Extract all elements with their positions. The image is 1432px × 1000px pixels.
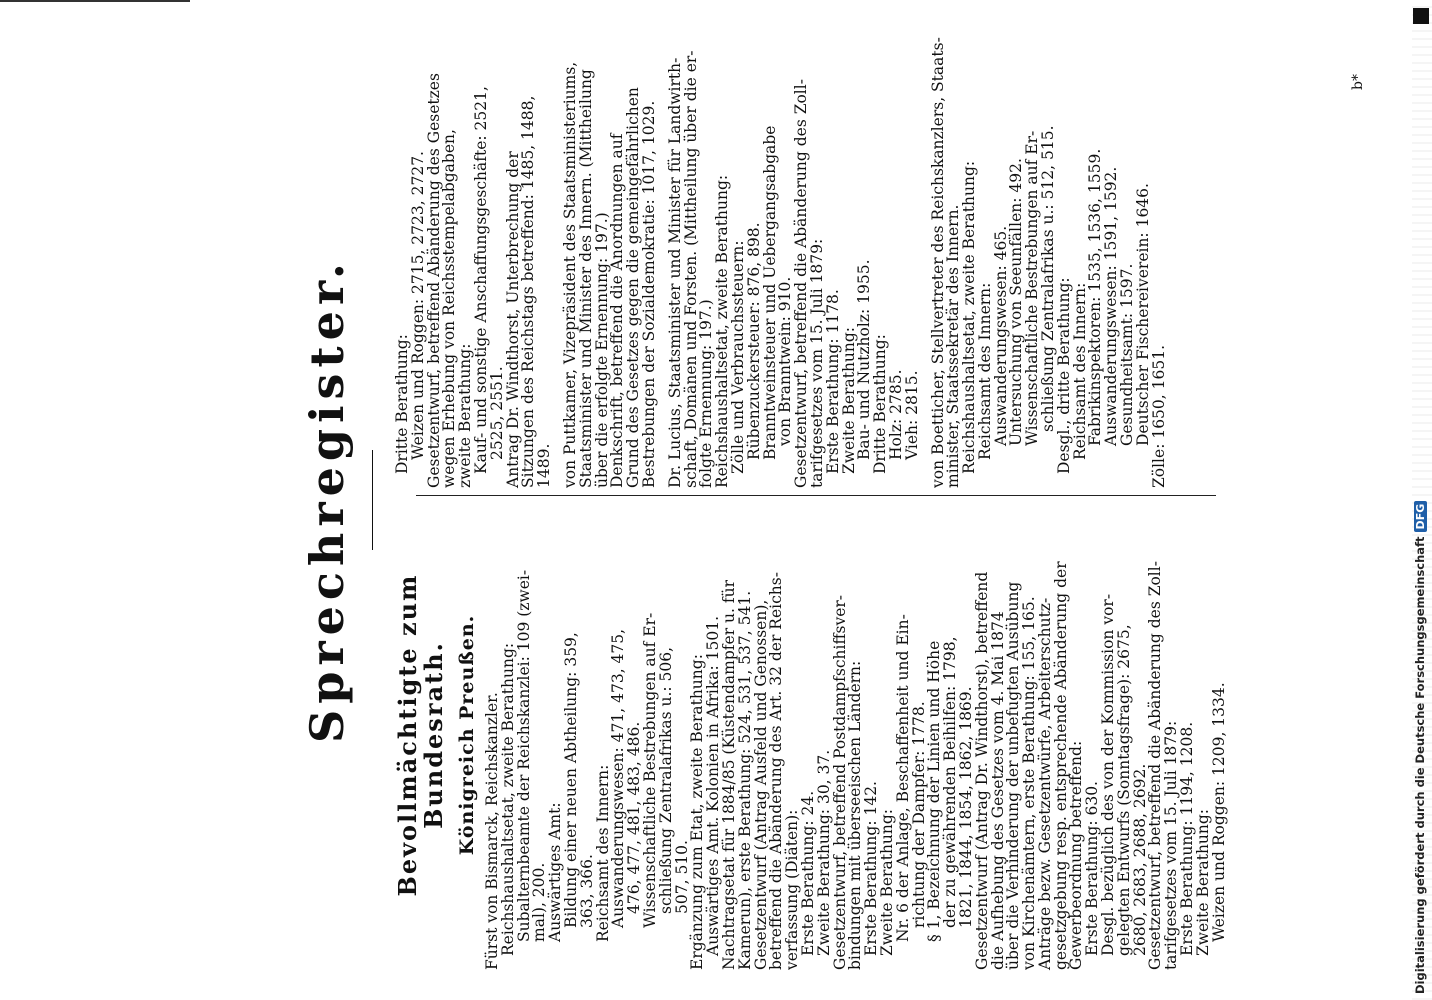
register-entry-line: Zölle: 1650, 1651. (1149, 344, 1168, 488)
register-entry-line: Erste Berathung: 24. (798, 790, 817, 956)
register-entry-line: Anträge bezw. Gesetzentwürfe, Arbeiterschutz- (1035, 597, 1054, 970)
register-entry-line: wegen Erhebung von Reichsstempelabgaben, (440, 129, 459, 488)
register-entry-line: Auswärtiges Amt. Kolonien in Afrika: 1501. (704, 615, 723, 956)
register-entry-line: folgte Ernennung: 197.) (697, 299, 716, 488)
register-entry-line: 507, 510. (672, 840, 691, 914)
register-entry-line: Deutscher Fischereiverein: 1646. (1133, 183, 1152, 446)
register-entry-line: Gesundheitsamt: 1597. (1118, 263, 1137, 446)
register-entry-line: Sitzungen des Reichstags betreffend: 1485, 1488, (519, 95, 538, 488)
register-entry-line: Zweite Berathung: (839, 326, 858, 474)
register-entry-line: Ergänzung zum Etat, zweite Berathung: (688, 654, 707, 970)
column-divider (416, 495, 1216, 496)
register-entry-line: über die Verhinderung der unbefugten Ausübung (1004, 581, 1023, 970)
register-entry-line: Wissenschaftliche Bestrebungen auf Er- (1023, 130, 1042, 446)
credit-text: Digitalisierung gefördert durch die Deutsche Forschungsgemeinschaft (1413, 536, 1427, 994)
register-entry-line: Grund des Gesetzes gegen die gemeingefährlichen (624, 87, 643, 488)
section-title: Bevollmächtigte zum Bundesrath. (393, 573, 448, 897)
register-entry-line: gelegten Entwurfs (Sonntagsfrage): 2675, (1114, 624, 1133, 956)
register-entry-line: schaft, Domänen und Forsten. (Mittheilung über die er- (681, 50, 700, 488)
register-entry-line: verfassung (Diäten): (783, 809, 802, 970)
register-entry-line: über die erfolgte Ernennung: 197.) (592, 212, 611, 488)
register-entry-line: Subalternbeamte der Reichskanzlei: 109 (zwei- (514, 569, 533, 942)
register-entry-line: Gesetzentwurf, betreffend die Abänderung des Zoll- (792, 79, 811, 488)
register-entry-line: Kamerun), erste Berathung: 524, 531, 537, 541. (735, 590, 754, 970)
register-entry-line: Denkschrift, betreffend die Anordnungen auf (608, 133, 627, 488)
register-entry-line: Reichshaushaltsetat, zweite Berathung: (498, 642, 517, 956)
rotated-page-content (300, 30, 1410, 970)
register-entry-line: schließung Zentralafrikas u.: 512, 515. (1039, 125, 1058, 432)
register-entry-line: Auswanderungswesen: 471, 473, 475, (609, 628, 628, 928)
register-entry-line: 1489. (535, 443, 554, 488)
register-entry-line: von Boetticher, Stellvertreter des Reichskanzlers, Staats- (928, 37, 947, 488)
register-entry-line: schließung Zentralafrikas u.: 506, (656, 646, 675, 914)
scan-corner-line (0, 0, 190, 2)
register-entry-line: Erste Berathung: 1194, 1208. (1178, 721, 1197, 956)
register-entry-line: Untersuchung von Seeunfällen: 492. (1007, 158, 1026, 446)
register-entry-line: Antrag Dr. Windthorst, Unterbrechung der (503, 151, 522, 488)
page-signature-mark: b* (1350, 74, 1366, 90)
register-entry-line: Erste Berathung: 630. (1083, 781, 1102, 956)
register-entry-line: Gesetzentwurf (Antrag Ausfeld und Genossen), (751, 599, 770, 970)
register-entry-line: Kauf- und sonstige Anschaffungsgeschäfte: 2521, (471, 86, 490, 474)
register-entry-line: Dritte Berathung: (871, 334, 890, 474)
register-entry-line: Auswärtiges Amt: (546, 802, 565, 942)
register-entry-line: minister, Staatssekretär des Innern. (944, 204, 963, 488)
register-entry-line: Gesetzentwurf, betreffend Postdampfschiffsver- (830, 594, 849, 970)
register-entry-line: zweite Berathung: (456, 343, 475, 488)
register-entry-line: Reichsamt des Innern: (975, 282, 994, 460)
register-entry-line: Auswanderungswesen: 1591, 1592. (1102, 166, 1121, 446)
register-entry-line: Desgl. bezüglich des von der Kommission vor- (1099, 593, 1118, 956)
register-entry-line: 2680, 2683, 2688, 2692. (1130, 763, 1149, 956)
register-entry-line: Weizen und Roggen: 1209, 1334. (1209, 682, 1228, 942)
register-entry-line: die Aufhebung des Gesetzes vom 4. Mai 1874 (988, 611, 1007, 970)
register-entry-line: Gesetzentwurf, betreffend Abänderung des Gesetzes (424, 73, 443, 488)
register-entry-line: Nr. 6 der Anlage, Beschaffenheit und Ein- (893, 614, 912, 942)
register-entry-line: Gesetzentwurf, betreffend die Abänderung des Zoll- (1146, 561, 1165, 970)
register-entry-line: Fabrikinspektoren: 1535, 1536, 1559. (1086, 148, 1105, 446)
register-entry-line: Reichsamt des Innern: (1070, 282, 1089, 460)
register-entry-line: 1821, 1844, 1854, 1862, 1869. (956, 686, 975, 928)
register-entry-line: Dritte Berathung: (393, 334, 411, 474)
register-entry-line: mal), 200. (530, 862, 549, 942)
register-entry-line: Reichshaushaltsetat, zweite Berathung: (960, 160, 979, 474)
register-entry-line: von Branntwein: 910. (776, 276, 795, 446)
register-entry-line: Branntweinsteuer und Uebergangsabgabe (760, 125, 779, 460)
register-entry-line: Zweite Berathung: (877, 808, 896, 956)
subsection-title: Königreich Preußen. (456, 614, 478, 856)
register-entry-line: von Puttkamer, Vizepräsident des Staatsministeriums, (560, 61, 579, 488)
register-entry-line: Reichshaushaltsetat, zweite Berathung: (713, 174, 732, 488)
register-entry-line: Reichsamt des Innern: (593, 764, 612, 942)
register-entry-line: Staatsminister und Minister des Innern. (Mittheilung (576, 69, 595, 488)
register-entry-line: Fürst von Bismarck, Reichskanzler. (483, 692, 501, 970)
register-entry-line: 476, 477, 481, 483, 486. (625, 721, 644, 914)
register-entry-line: Bestrebungen der Sozialdemokratie: 1017, 1029. (639, 100, 658, 488)
register-entry-line: tarifgesetzes vom 15. Juli 1879: (807, 238, 826, 488)
register-entry-line: von Kirchenämtern, erste Berathung: 155, 165. (1020, 596, 1039, 970)
register-entry-line: Dr. Lucius, Staatsminister und Minister für Landwirth- (665, 57, 684, 488)
right-column (395, 18, 1167, 488)
register-entry-line: Wissenschaftliche Bestrebungen auf Er- (640, 612, 659, 928)
register-entry-line: Zweite Berathung: (1193, 808, 1212, 956)
title-rule (372, 450, 373, 550)
register-entry-line: 363, 366. (577, 854, 596, 928)
page-title: Sprechregister. (300, 257, 354, 743)
register-entry-line: Bau- und Nutzholz: 1955. (855, 259, 874, 460)
register-entry-line: Gesetzentwurf (Antrag Dr. Windthorst), betreffend (972, 571, 991, 970)
register-entry-line: § 1, Bezeichnung der Linien und Höhe (925, 640, 944, 942)
register-entry-line: richtung der Dampfer: 1778. (909, 701, 928, 928)
register-entry-line: Desgl., dritte Berathung: (1054, 277, 1073, 474)
register-entry-line: Zweite Berathung: 30, 37. (814, 749, 833, 956)
register-entry-line: tarifgesetzes vom 15. Juli 1879: (1162, 720, 1181, 970)
register-entry-line: bindungen mit überseeischen Ländern: (846, 660, 865, 970)
register-entry-line: Vieh: 2815. (902, 370, 921, 460)
register-entry-line: Zölle und Verbrauchssteuern: (728, 240, 747, 474)
register-entry-line: betreffend die Abänderung des Art. 32 der Reichs- (767, 572, 786, 970)
register-entry-line: Auswanderungswesen: 465. (991, 225, 1010, 446)
register-entry-line: Weizen und Roggen: 2715, 2723, 2727. (408, 151, 427, 460)
register-entry-line: Gewerbeordnung betreffend: (1067, 740, 1086, 970)
register-entry-line: 2525, 2551. (487, 366, 506, 460)
register-entry-line: Rübenzuckersteuer: 876, 898. (744, 222, 763, 460)
left-column (395, 500, 1227, 970)
register-entry-line: gesetzgebung resp. entsprechende Abänderung der (1051, 561, 1070, 970)
register-entry-line: Bildung einer neuen Abtheilung: 359, (561, 632, 580, 928)
register-entry-line: Nachtragsetat für 1884/85 (Küstendampfer u. für (719, 580, 738, 970)
register-entry-line: der zu gewährenden Beihilfen: 1798, (941, 636, 960, 928)
register-entry-line: Holz: 2785. (886, 369, 905, 460)
register-entry-line: Erste Berathung: 142. (862, 781, 881, 956)
register-entry-line: Erste Berathung: 1178. (823, 289, 842, 474)
dfg-logo: DFG (1414, 501, 1427, 533)
digitization-credit (1408, 0, 1432, 1000)
